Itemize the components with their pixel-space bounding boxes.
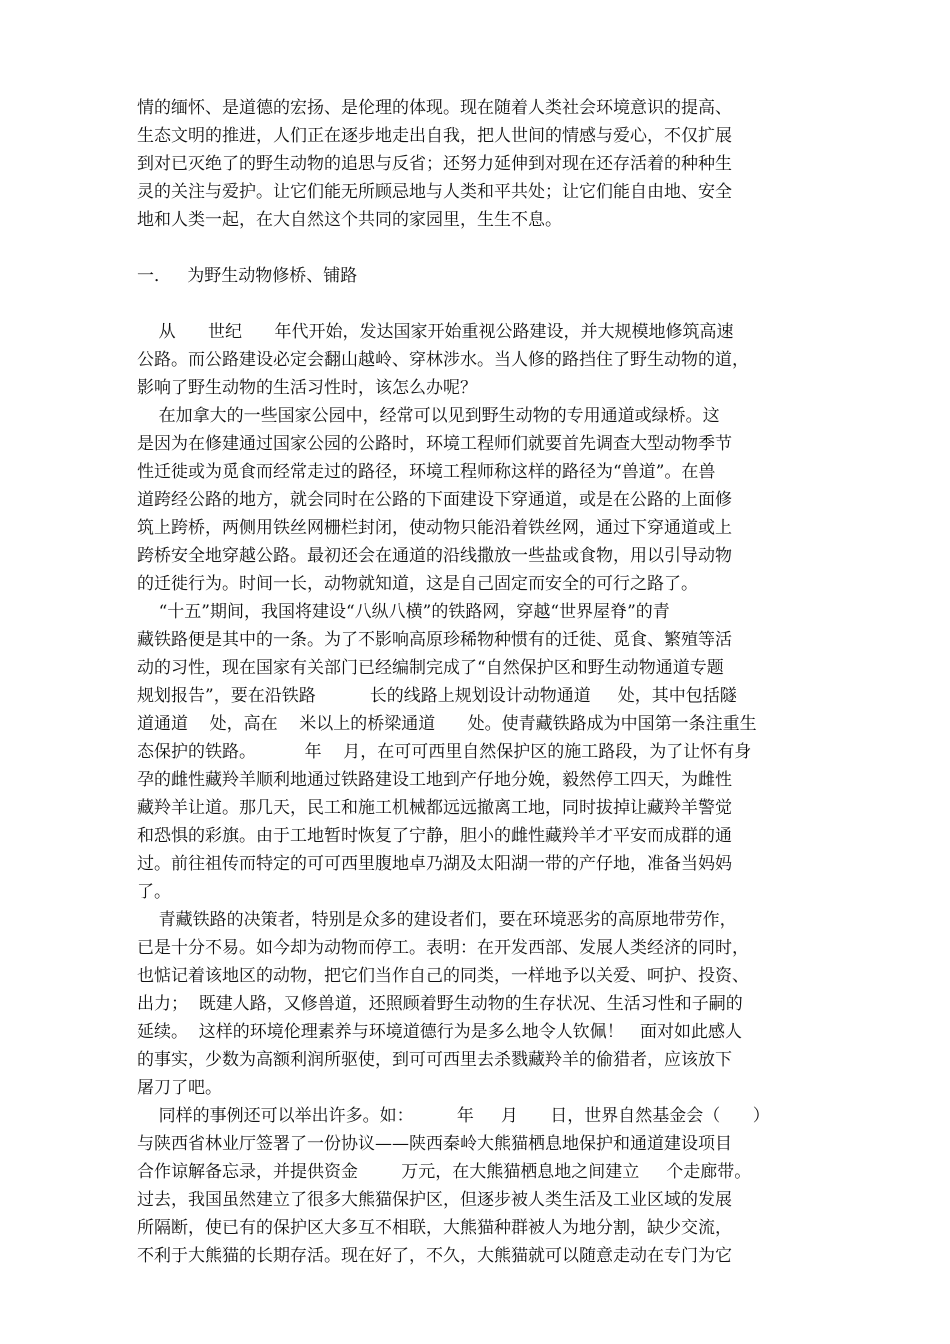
text-line: 延续。 这样的环境伦理素养与环境道德行为是多么地令人钦佩！ 面对如此感人 xyxy=(137,1022,743,1042)
section-heading: 一． 为野生动物修桥、铺路 xyxy=(137,266,358,286)
text-line: 青藏铁路的决策者，特别是众多的建设者们，要在环境恶劣的高原地带劳作， xyxy=(137,910,737,930)
text-line: 性迁徙或为觅食而经常走过的路径，环境工程师称这样的路径为“兽道”。在兽 xyxy=(137,462,716,482)
intro-paragraph xyxy=(137,94,817,234)
text-line: 出力； 既建人路，又修兽道，还照顾着野生动物的生存状况、生活习性和子嗣的 xyxy=(137,994,743,1014)
text-line: 道跨经公路的地方，就会同时在公路的下面建设下穿通道，或是在公路的上面修 xyxy=(137,490,732,510)
text-line: 藏铁路便是其中的一条。为了不影响高原珍稀物种惯有的迁徙、觅食、繁殖等活 xyxy=(137,630,732,650)
text-line: 和恐惧的彩旗。由于工地暂时恢复了宁静，胆小的雌性藏羚羊才平安而成群的通 xyxy=(137,826,732,846)
text-line: 也惦记着该地区的动物，把它们当作自己的同类，一样地予以关爱、呵护、投资、 xyxy=(137,966,749,986)
text-line: 的事实，少数为高额利润所驱使，到可可西里去杀戮藏羚羊的偷猎者，应该放下 xyxy=(137,1050,732,1070)
spacer xyxy=(137,290,817,318)
spacer xyxy=(137,234,817,262)
text-line: 合作谅解备忘录，并提供资金 万元，在大熊猫栖息地之间建立 个走廊带。 xyxy=(137,1162,752,1182)
text-line: 过去，我国虽然建立了很多大熊猫保护区，但逐步被人类生活及工业区域的发展 xyxy=(137,1190,732,1210)
document-page xyxy=(137,94,817,1270)
text-line: 到对已灭绝了的野生动物的追思与反省；还努力延伸到对现在还存活着的种种生 xyxy=(137,154,732,174)
text-line: 所隔断，使已有的保护区大多互不相联，大熊猫种群被人为地分割，缺少交流， xyxy=(137,1218,732,1238)
text-line: 藏羚羊让道。那几天，民工和施工机械都远远撤离工地，同时拔掉让藏羚羊警觉 xyxy=(137,798,732,818)
text-line: 道通道 处，高在 米以上的桥梁通道 处。使青藏铁路成为中国第一条注重生 xyxy=(137,714,757,734)
text-line: “十五”期间，我国将建设“八纵八横”的铁路网，穿越“世界屋脊”的青 xyxy=(137,602,670,622)
text-line: 公路。而公路建设必定会翻山越岭、穿林涉水。当人修的路挡住了野生动物的道， xyxy=(137,350,749,370)
text-line: 是因为在修建通过国家公园的公路时，环境工程师们就要首先调查大型动物季节 xyxy=(137,434,732,454)
text-line: 灵的关注与爱护。让它们能无所顾忌地与人类和平共处；让它们能自由地、安全 xyxy=(137,182,732,202)
text-line: 地和人类一起，在大自然这个共同的家园里，生生不息。 xyxy=(137,210,562,230)
text-line: 不利于大熊猫的长期存活。现在好了，不久，大熊猫就可以随意走动在专门为它 xyxy=(137,1246,732,1266)
text-line: 的迁徙行为。时间一长，动物就知道，这是自己固定而安全的可行之路了。 xyxy=(137,574,698,594)
text-line: 从 世纪 年代开始，发达国家开始重视公路建设，并大规模地修筑高速 xyxy=(137,322,734,342)
text-line: 屠刀了吧。 xyxy=(137,1078,222,1098)
text-line: 跨桥安全地穿越公路。最初还会在通道的沿线撒放一些盐或食物，用以引导动物 xyxy=(137,546,732,566)
text-line: 孕的雌性藏羚羊顺利地通过铁路建设工地到产仔地分娩，毅然停工四天，为雌性 xyxy=(137,770,732,790)
text-line: 同样的事例还可以举出许多。如： 年 月 日，世界自然基金会（ ） xyxy=(137,1106,770,1126)
text-line: 动的习性，现在国家有关部门已经编制完成了“自然保护区和野生动物通道专题 xyxy=(137,658,724,678)
text-line: 影响了野生动物的生活习性时，该怎么办呢？ xyxy=(137,378,477,398)
text-line: 已是十分不易。如今却为动物而停工。表明：在开发西部、发展人类经济的同时， xyxy=(137,938,749,958)
text-line: 态保护的铁路。 年 月，在可可西里自然保护区的施工路段，为了让怀有身 xyxy=(137,742,752,762)
text-line: 规划报告”，要在沿铁路 长的线路上规划设计动物通道 处，其中包括隧 xyxy=(137,686,737,706)
body-text xyxy=(137,318,817,1270)
text-line: 过。前往祖传而特定的可可西里腹地卓乃湖及太阳湖一带的产仔地，准备当妈妈 xyxy=(137,854,732,874)
text-line: 筑上跨桥，两侧用铁丝网栅栏封闭，使动物只能沿着铁丝网，通过下穿通道或上 xyxy=(137,518,732,538)
text-line: 与陕西省林业厅签署了一份协议——陕西秦岭大熊猫栖息地保护和通道建设项目 xyxy=(137,1134,732,1154)
text-line: 情的缅怀、是道德的宏扬、是伦理的体现。现在随着人类社会环境意识的提高、 xyxy=(137,98,732,118)
text-line: 在加拿大的一些国家公园中，经常可以见到野生动物的专用通道或绿桥。这 xyxy=(137,406,720,426)
text-line: 生态文明的推进，人们正在逐步地走出自我，把人世间的情感与爱心，不仅扩展 xyxy=(137,126,732,146)
text-line: 了。 xyxy=(137,882,171,902)
